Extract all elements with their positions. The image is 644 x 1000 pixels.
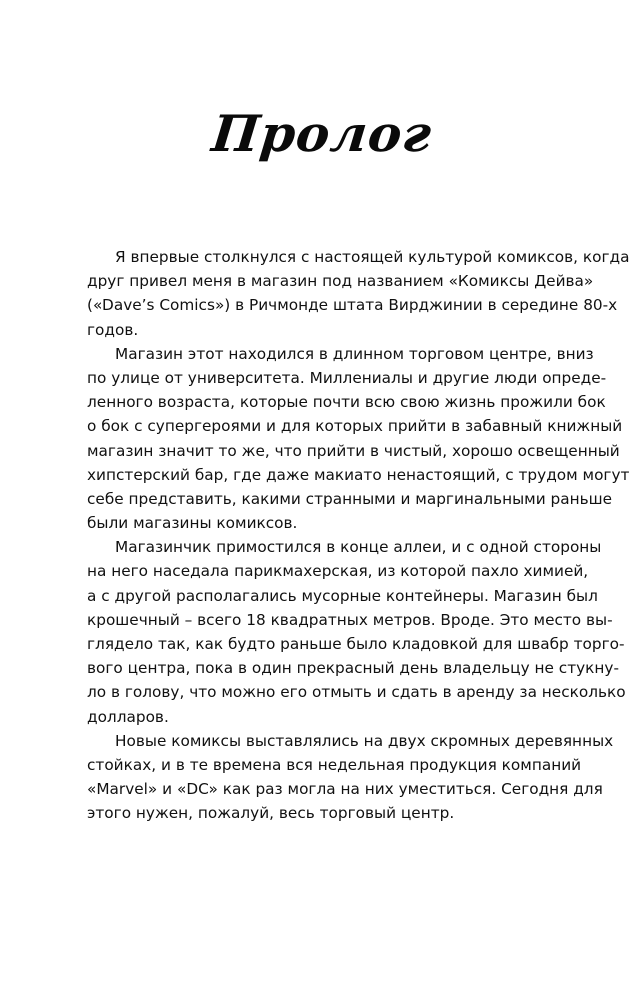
text-line: по улице от университета. Миллениалы и другие люди опреде- <box>87 368 607 387</box>
text-line: глядело так, как будто раньше было кладовкой для швабр торго- <box>87 635 625 653</box>
text-line: на него наседала парикмахерская, из которой пахло химией, <box>87 562 589 581</box>
paragraph <box>87 535 626 729</box>
text-line: вого центра, пока в один прекрасный день владельцу не стукну- <box>87 659 619 678</box>
text-line: Магазинчик примостился в конце аллеи, и с одной стороны <box>115 538 602 557</box>
text-line: («Dave’s Comics») в Ричмонде штата Вирджинии в середине 80-х <box>87 296 618 315</box>
text-line: Я впервые столкнулся с настоящей культурой комиксов, когда <box>115 248 630 266</box>
text-line: а с другой располагались мусорные контейнеры. Магазин был <box>87 586 598 605</box>
text-line: о бок с супергероями и для которых прийти в забавный книжный <box>87 417 623 436</box>
chapter-title: Пролог <box>209 104 435 163</box>
text-line: крошечный – всего 18 квадратных метров. Вроде. Это место вы- <box>87 610 613 629</box>
paragraph <box>87 729 614 826</box>
text-line: Новые комиксы выставлялись на двух скромных деревянных <box>115 731 614 750</box>
text-line: магазин значит то же, что прийти в чистый, хорошо освещенный <box>87 441 620 460</box>
text-line: годов. <box>87 320 139 339</box>
text-line: друг привел меня в магазин под названием «Комиксы Дейва» <box>87 272 594 291</box>
text-line: «Marvel» и «DC» как раз могла на них уместиться. Сегодня для <box>87 780 603 799</box>
text-line: стойках, и в те времена вся недельная продукция компаний <box>87 755 582 774</box>
text-line: долларов. <box>87 707 169 726</box>
text-line: хипстерский бар, где даже макиато ненастоящий, с трудом могут <box>87 465 630 484</box>
text-line: ло в голову, что можно его отмыть и сдать в аренду за несколько <box>87 683 626 702</box>
text-line: были магазины комиксов. <box>87 514 298 533</box>
paragraph <box>87 245 630 342</box>
text-line: ленного возраста, которые почти всю свою жизнь прожили бок <box>87 393 606 412</box>
body-text <box>87 245 630 826</box>
text-line: Магазин этот находился в длинном торговом центре, вниз <box>115 344 594 363</box>
paragraph <box>87 342 630 536</box>
text-line: этого нужен, пожалуй, весь торговый центр. <box>87 804 455 823</box>
text-line: себе представить, какими странными и маргинальными раньше <box>87 489 613 508</box>
